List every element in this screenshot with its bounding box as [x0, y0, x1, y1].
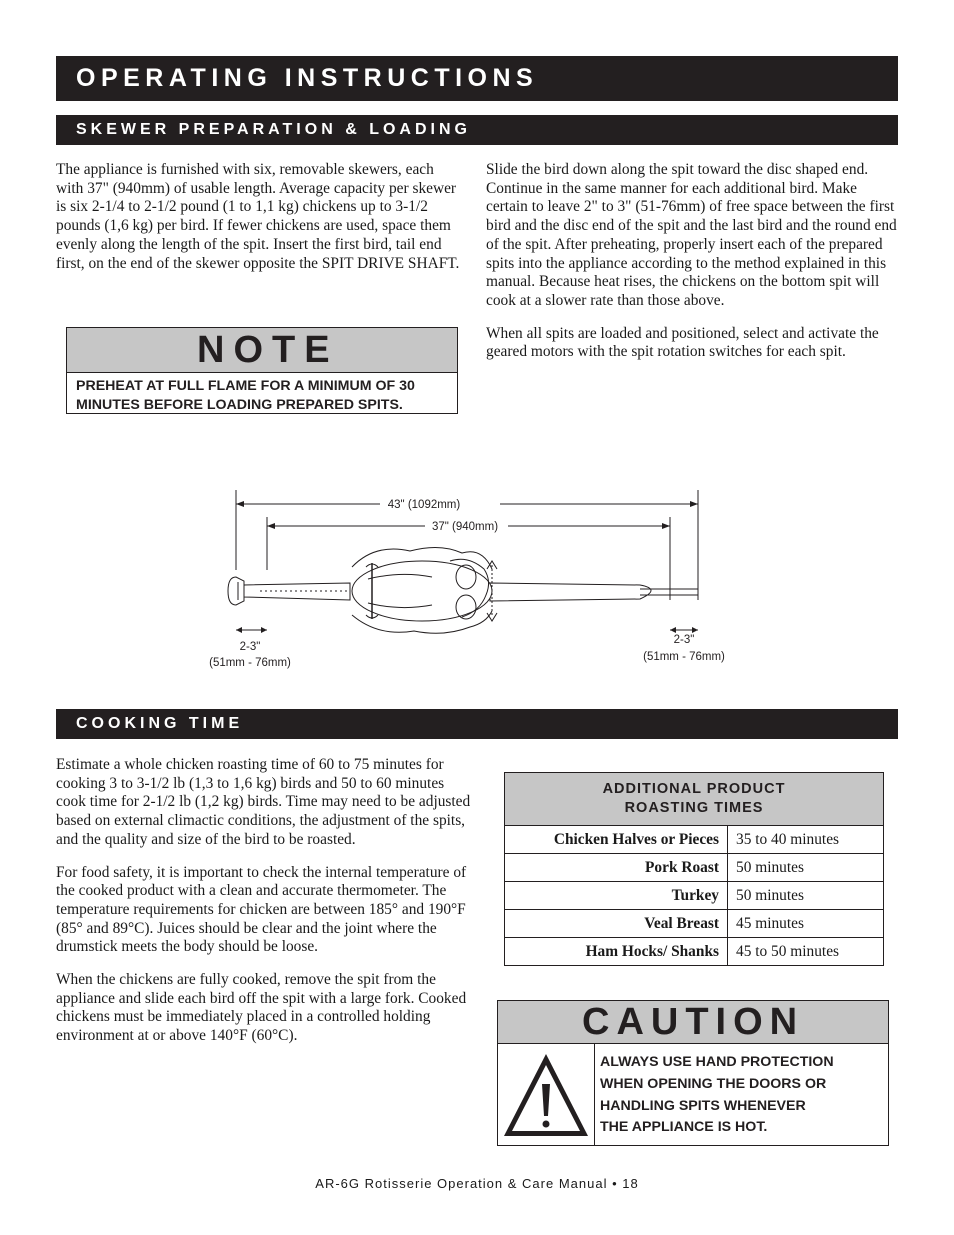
roasting-time: 45 minutes [728, 910, 884, 938]
page-footer: AR-6G Rotisserie Operation & Care Manual • 18 [315, 1176, 639, 1191]
product-name: Veal Breast [505, 910, 728, 938]
page-title: OPERATING INSTRUCTIONS [56, 56, 898, 101]
skewer-paragraph: The appliance is furnished with six, removable skewers, each with 37" (940mm) of usable length. Average capacity per skewer is six 2-1/4 to 2-1/2 pound (1 to 1,1 kg) chickens up to 3-1/2 pounds (1,6 kg) per bird. If fewer chickens are used, space them evenly along the length of the spit. Insert the first bird, tail end first, on the end of the skewer opposite the SPIT DRIVE SHAFT. [56, 161, 460, 272]
note-text: PREHEAT AT FULL FLAME FOR A MINIMUM OF 30 MINUTES BEFORE LOADING PREPARED SPITS. [76, 378, 415, 413]
skewer-left-text [56, 161, 464, 287]
roasting-time: 35 to 40 minutes [728, 826, 884, 854]
cooking-paragraph-2: For food safety, it is important to check the internal temperature of the cooked product with a clean and accurate thermometer. The temperature requirements for chicken are between 185° and 190°F (85° and 89°C). Juices should be clear and the joint where the drumstick meets the body should be loose. [56, 863, 467, 956]
roasting-time: 45 to 50 minutes [728, 938, 884, 966]
left-gap-metric-label: (51mm - 76mm) [209, 657, 291, 669]
roasting-time: 50 minutes [728, 882, 884, 910]
product-name: Turkey [505, 882, 728, 910]
right-gap-metric-label: (51mm - 76mm) [643, 651, 725, 663]
table-header-line-1: ADDITIONAL PRODUCT [602, 781, 786, 797]
skewer-paragraph-3: When all spits are loaded and positioned, select and activate the geared motors with the spit rotation switches for each spit. [486, 324, 879, 361]
section-title-skewer: SKEWER PREPARATION & LOADING [56, 115, 898, 145]
caution-line: ALWAYS USE HAND PROTECTION [600, 1054, 834, 1070]
caution-line: WHEN OPENING THE DOORS OR [600, 1075, 827, 1092]
warning-triangle-icon [498, 1044, 594, 1145]
caution-icon-cell [498, 1044, 595, 1145]
table-row [505, 938, 884, 966]
table-header [505, 773, 884, 826]
caution-line: HANDLING SPITS WHENEVER [600, 1097, 806, 1114]
table-row [505, 910, 884, 938]
cooking-text [56, 756, 472, 1060]
section-title-cooking: COOKING TIME [56, 709, 898, 739]
right-gap-label: 2-3" [673, 634, 695, 646]
skewer-paragraph-2: Slide the bird down along the spit toward the disc shaped end. Continue in the same manner for each additional bird. Make certain to leave 2" to 3" (51-76mm) of free space between the first bird and the disc end of the spit and the last bird and the round end of the spit. After preheating, properly insert each of the prepared spits into the appliance according to the method explained in this manual. Because heat rises, the chickens on the bottom spit will cook at a slower rate than those above. [486, 161, 897, 309]
table-row [505, 854, 884, 882]
roasting-time: 50 minutes [728, 854, 884, 882]
spit-diagram [200, 485, 740, 675]
table-header-row [505, 773, 884, 826]
cooking-paragraph-1: Estimate a whole chicken roasting time of 60 to 75 minutes for cooking 3 to 3-1/2 lb (1,3 to 1,6 kg) birds and 50 to 60 minutes cook time for 2-1/2 lb (1,2 kg) birds. Time may need to be adjusted based on external climactic conditions, the adjustment of the spits, and the quality and size of the bird to be roasted. [56, 756, 471, 848]
table-row [505, 882, 884, 910]
roasting-times-table [504, 772, 884, 966]
skewer-right-text [486, 161, 900, 376]
caution-text [600, 1052, 880, 1139]
product-name: Chicken Halves or Pieces [505, 826, 728, 854]
note-box [66, 327, 458, 414]
caution-title: CAUTION [498, 1001, 888, 1044]
caution-line: THE APPLIANCE IS HOT. [600, 1119, 768, 1136]
usable-length-label: 37" (940mm) [431, 521, 499, 533]
caution-box [497, 1000, 889, 1146]
cooking-paragraph-3: When the chickens are fully cooked, remove the spit from the appliance and slide each bird off the spit with a large fork. Cooked chickens must be immediately placed in a controlled holding environment at or above 140°F (60°C). [56, 971, 467, 1045]
product-name: Pork Roast [505, 854, 728, 882]
note-title: NOTE [67, 328, 457, 373]
left-gap-label: 2-3" [239, 641, 261, 653]
table-row [505, 826, 884, 854]
overall-length-label: 43" (1092mm) [387, 499, 461, 511]
table-header-line-2: ROASTING TIMES [624, 800, 764, 816]
product-name: Ham Hocks/ Shanks [505, 938, 728, 966]
